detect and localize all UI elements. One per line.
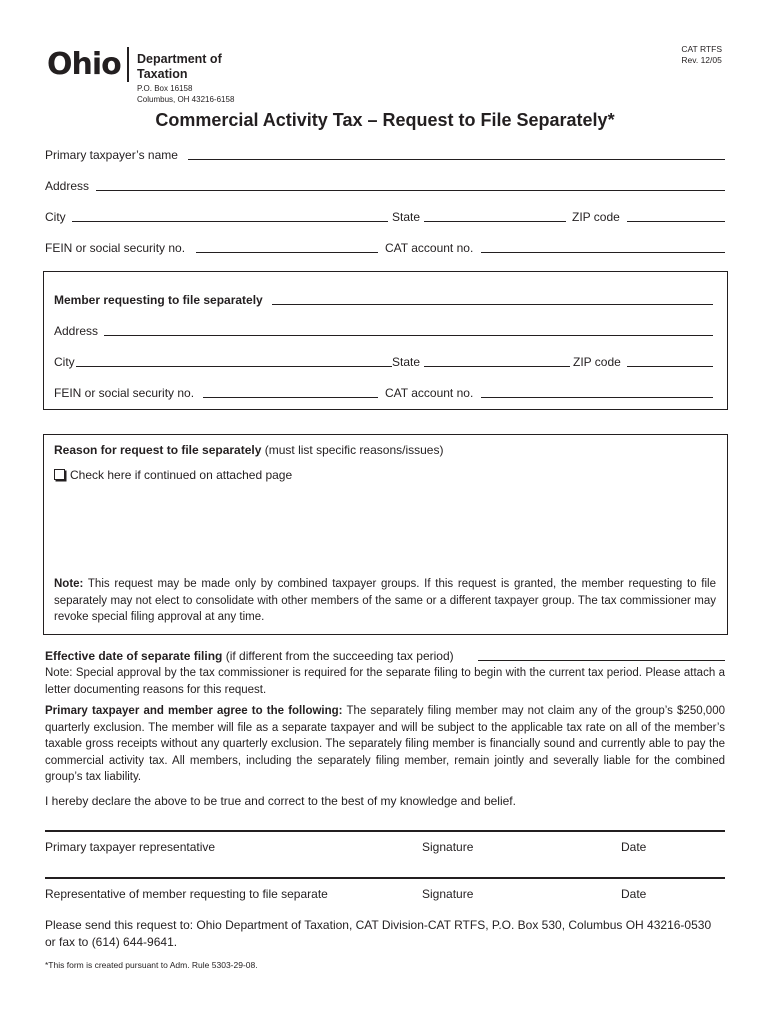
signature-line-2[interactable]	[45, 877, 725, 879]
reason-note-text: This request may be made only by combined taxpayer groups. If this request is granted, the member requesting to file separately may not elect to consolidate with other members of the same or a different taxpayer group. The tax commissioner may revoke special filing approval at any time.	[54, 578, 716, 623]
member-city-label: City	[54, 355, 75, 369]
continued-checkbox-row[interactable]	[54, 468, 292, 482]
primary-cat-field[interactable]	[481, 252, 725, 253]
primary-fein-field[interactable]	[196, 252, 378, 253]
primary-representative-label: Primary taxpayer representative	[45, 840, 216, 854]
primary-city-label: City	[45, 210, 66, 224]
reason-note	[54, 576, 716, 626]
primary-date-label: Date	[621, 840, 647, 854]
member-cat-label: CAT account no.	[385, 386, 474, 400]
form-id	[681, 44, 722, 66]
agreement-heading: Primary taxpayer and member agree to the following:	[45, 705, 343, 717]
member-name-field[interactable]	[272, 304, 713, 305]
declaration: I hereby declare the above to be true and correct to the best of my knowledge and belief.	[45, 794, 516, 808]
form-code: CAT RTFS	[681, 44, 722, 54]
form-title: Commercial Activity Tax – Request to File Separately*	[155, 110, 615, 130]
continued-checkbox-label: Check here if continued on attached page	[70, 468, 293, 482]
primary-state-field[interactable]	[424, 221, 566, 222]
member-cat-field[interactable]	[481, 397, 713, 398]
member-zip-field[interactable]	[627, 366, 713, 367]
reason-heading-bold: Reason for request to file separately	[54, 443, 262, 457]
member-address-field[interactable]	[104, 335, 713, 336]
department-line-1: Department of	[137, 52, 222, 66]
member-heading: Member requesting to file separately	[54, 293, 263, 307]
address-line-1: P.O. Box 16158	[137, 84, 193, 93]
agreement-text: The separately filing member may not claim any of the group’s $250,000 quarterly exclusion. The member will file as a separate taxpayer and will be subject to the applicable tax rate on all of the member’s taxable gross receipts without any quarterly exclusion. The separately filing member is financially sound and currently able to pay the commercial activity tax. All members, including the separately filing member, remain jointly and severally liable for the combined group’s tax liability.	[45, 705, 725, 783]
department-name	[137, 52, 222, 82]
primary-name-field[interactable]	[188, 159, 725, 160]
effective-date-field[interactable]	[478, 660, 725, 661]
primary-address-field[interactable]	[96, 190, 725, 191]
address-line-2: Columbus, OH 43216-6158	[137, 95, 235, 104]
primary-address-label: Address	[45, 179, 90, 193]
department-line-2: Taxation	[137, 67, 188, 81]
effective-heading-bold: Effective date of separate filing	[45, 649, 223, 663]
send-to-instructions: Please send this request to: Ohio Department of Taxation, CAT Division-CAT RTFS, P.O. Box 530, Columbus OH 43216-0530 or fax to (614) 644-9641.	[45, 918, 712, 949]
member-date-label: Date	[621, 887, 647, 901]
logo-divider	[127, 47, 129, 82]
member-state-label: State	[392, 355, 421, 369]
primary-state-label: State	[392, 210, 421, 224]
primary-city-field[interactable]	[72, 221, 388, 222]
primary-zip-field[interactable]	[627, 221, 725, 222]
primary-signature-label: Signature	[422, 840, 474, 854]
member-address-label: Address	[54, 324, 99, 338]
member-zip-label: ZIP code	[573, 355, 621, 369]
member-city-field[interactable]	[76, 366, 392, 367]
ohio-logo: Ohio	[47, 47, 121, 82]
signature-line-1[interactable]	[45, 830, 725, 832]
primary-cat-label: CAT account no.	[385, 241, 474, 255]
continued-checkbox[interactable]	[54, 469, 65, 480]
member-representative-label: Representative of member requesting to file separate	[45, 887, 328, 901]
footnote: *This form is created pursuant to Adm. Rule 5303-29-08.	[45, 960, 258, 970]
effective-heading	[45, 649, 454, 663]
primary-name-label: Primary taxpayer’s name	[45, 148, 178, 162]
member-signature-label: Signature	[422, 887, 474, 901]
member-fein-label: FEIN or social security no.	[54, 386, 195, 400]
primary-fein-label: FEIN or social security no.	[45, 241, 186, 255]
agreement-paragraph	[45, 703, 725, 786]
effective-note: Note: Special approval by the tax commissioner is required for the separate filing to begin with the current tax period. Please attach a letter documenting reasons for this request.	[45, 667, 725, 696]
effective-heading-note: (if different from the succeeding tax period)	[222, 649, 454, 663]
member-fein-field[interactable]	[203, 397, 378, 398]
form-revision: Rev. 12/05	[681, 55, 722, 65]
reason-heading	[54, 443, 443, 457]
department-address	[137, 83, 234, 105]
primary-zip-label: ZIP code	[572, 210, 620, 224]
member-state-field[interactable]	[424, 366, 570, 367]
reason-note-label: Note:	[54, 578, 84, 590]
reason-heading-note: (must list specific reasons/issues)	[261, 443, 444, 457]
